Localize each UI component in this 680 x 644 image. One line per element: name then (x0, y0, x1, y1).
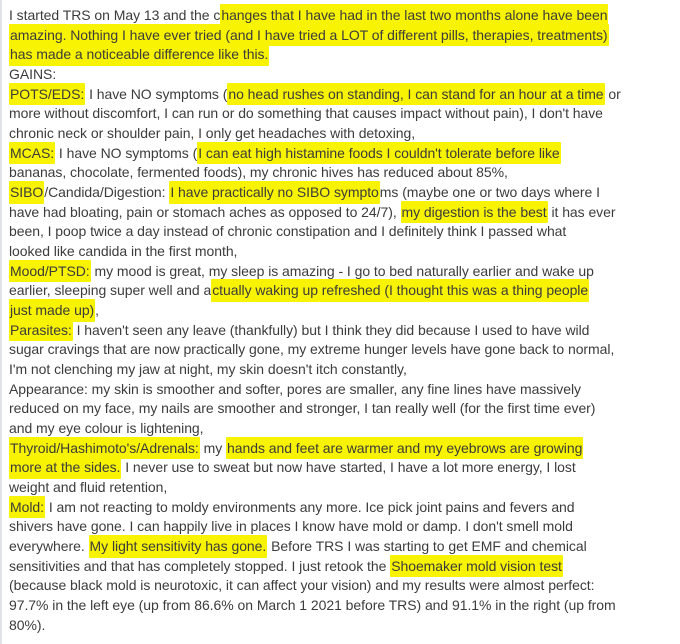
text-line (9, 281, 676, 301)
highlighted-text: hanges that I have had in the last two months alone have been (220, 4, 608, 27)
text-line (9, 183, 676, 203)
text-segment: I started TRS on May 13 and the c (9, 7, 221, 23)
text-segment: ms (maybe one or two days where I (379, 184, 600, 201)
text-line (9, 124, 676, 144)
text-segment: I have NO symptoms ( (85, 85, 228, 102)
text-segment: Appearance: my skin is smoother and softer, pores are smaller, any fine lines have massively (9, 380, 582, 397)
highlighted-text: has made a noticeable difference like this. (9, 43, 269, 66)
text-segment: I have NO symptoms ( (55, 144, 198, 161)
text-segment: it has ever (547, 203, 616, 220)
highlighted-text: I have practically no SIBO sympto (169, 181, 379, 204)
text-line (9, 557, 676, 577)
text-segment: bananas, chocolate, fermented foods), my chronic hives has reduced about 85%, (9, 164, 508, 181)
text-segment: 80%). (9, 616, 46, 633)
text-line (9, 498, 676, 518)
highlighted-text: Mood/PTSD: (9, 260, 91, 283)
text-segment: or (604, 85, 621, 102)
text-line (9, 360, 676, 380)
text-segment: shivers have gone. I can happily live in places I know have mold or damp. I don't smell mold (9, 518, 573, 535)
text-line (9, 301, 676, 321)
highlighted-text: My light sensitivity has gone. (89, 535, 268, 558)
text-segment: reduced on my face, my nails are smoother and stronger, I tan really well (for the first time ever) (9, 400, 596, 417)
text-segment: I'm not clenching my jaw at night, my skin doesn't itch constantly, (9, 361, 407, 378)
text-segment: , (95, 302, 100, 319)
text-segment: I am not reacting to moldy environments any more. Ice pick joint pains and fevers and (45, 498, 575, 515)
text-line (9, 203, 676, 223)
text-line (9, 419, 676, 439)
highlighted-text: MCAS: (9, 142, 55, 165)
text-segment: and my eye colour is lightening, (9, 420, 204, 437)
text-segment: 97.7% in the left eye (up from 86.6% on March 1 2021 before TRS) and 91.1% in the right (up from (9, 597, 616, 614)
text-line (9, 537, 676, 557)
text-line (9, 399, 676, 419)
highlighted-text: Shoemaker mold vision test (390, 555, 563, 578)
text-segment: more without discomfort, I can run or do something that causes impact without pain), I don't have (9, 105, 603, 122)
text-segment: GAINS: (9, 66, 57, 83)
text-line (9, 45, 676, 65)
text-line (9, 242, 676, 262)
text-line (9, 321, 676, 341)
text-segment: I haven't seen any leave (thankfully) but I think they did because I used to have wild (72, 321, 590, 338)
highlighted-text: hands and feet are warmer and my eyebrows are growing (226, 437, 583, 460)
highlighted-text: Mold: (9, 496, 45, 519)
text-segment: Before TRS I was starting to get EMF and chemical (267, 538, 587, 555)
text-segment: everywhere. (9, 538, 89, 555)
text-segment: been, I poop twice a day instead of chronic constipation and I definitely think I passed what (9, 223, 567, 240)
document-text (9, 6, 676, 636)
text-segment: looked like candida in the first month, (9, 243, 238, 260)
text-segment: weight and fluid retention, (9, 479, 168, 496)
text-line (9, 65, 676, 85)
highlighted-text: POTS/EDS: (9, 83, 85, 106)
highlighted-text: more at the sides. (9, 456, 121, 479)
text-line (9, 144, 676, 164)
text-segment: sugar cravings that are now practically gone, my extreme hunger levels have gone back to normal, (9, 341, 615, 358)
text-line (9, 380, 676, 400)
text-line (9, 85, 676, 105)
text-line (9, 340, 676, 360)
text-line (9, 478, 676, 498)
text-line (9, 576, 676, 596)
text-line (9, 6, 676, 26)
text-segment: I never use to sweat but now have started, I have a lot more energy, I lost (121, 459, 576, 476)
highlighted-text: SIBO (9, 181, 44, 204)
highlighted-text: Parasites: (9, 319, 73, 342)
text-line (9, 616, 676, 636)
text-segment: my (199, 439, 226, 456)
text-line (9, 104, 676, 124)
text-segment: sensitivities and that has completely stopped. I just retook the (9, 557, 391, 574)
text-segment: (because black mold is neurotoxic, it can affect your vision) and my results were almost perfect: (9, 577, 595, 594)
text-segment: /Candida/Digestion: (44, 184, 170, 201)
text-line (9, 596, 676, 616)
text-segment: have had bloating, pain or stomach aches as opposed to 24/7), (9, 203, 401, 220)
highlighted-text: no head rushes on standing, I can stand for an hour at a time (227, 83, 604, 106)
highlighted-text: my digestion is the best (401, 201, 548, 224)
text-line (9, 458, 676, 478)
text-segment: my mood is great, my sleep is amazing - I go to bed naturally earlier and wake up (90, 262, 594, 279)
highlighted-text: I can eat high histamine foods I couldn't tolerate before like (197, 142, 560, 165)
highlighted-text: ctually waking up refreshed (I thought this was a thing people (211, 279, 589, 302)
text-segment: chronic neck or shoulder pain, I only get headaches with detoxing, (9, 125, 416, 142)
highlighted-text: just made up) (9, 299, 95, 322)
text-line (9, 222, 676, 242)
highlighted-text: Thyroid/Hashimoto's/Adrenals: (9, 437, 200, 460)
text-segment: earlier, sleeping super well and a (9, 282, 212, 299)
highlighted-text: amazing. Nothing I have ever tried (and I have tried a LOT of different pills, therapies, treatments) (9, 24, 609, 47)
